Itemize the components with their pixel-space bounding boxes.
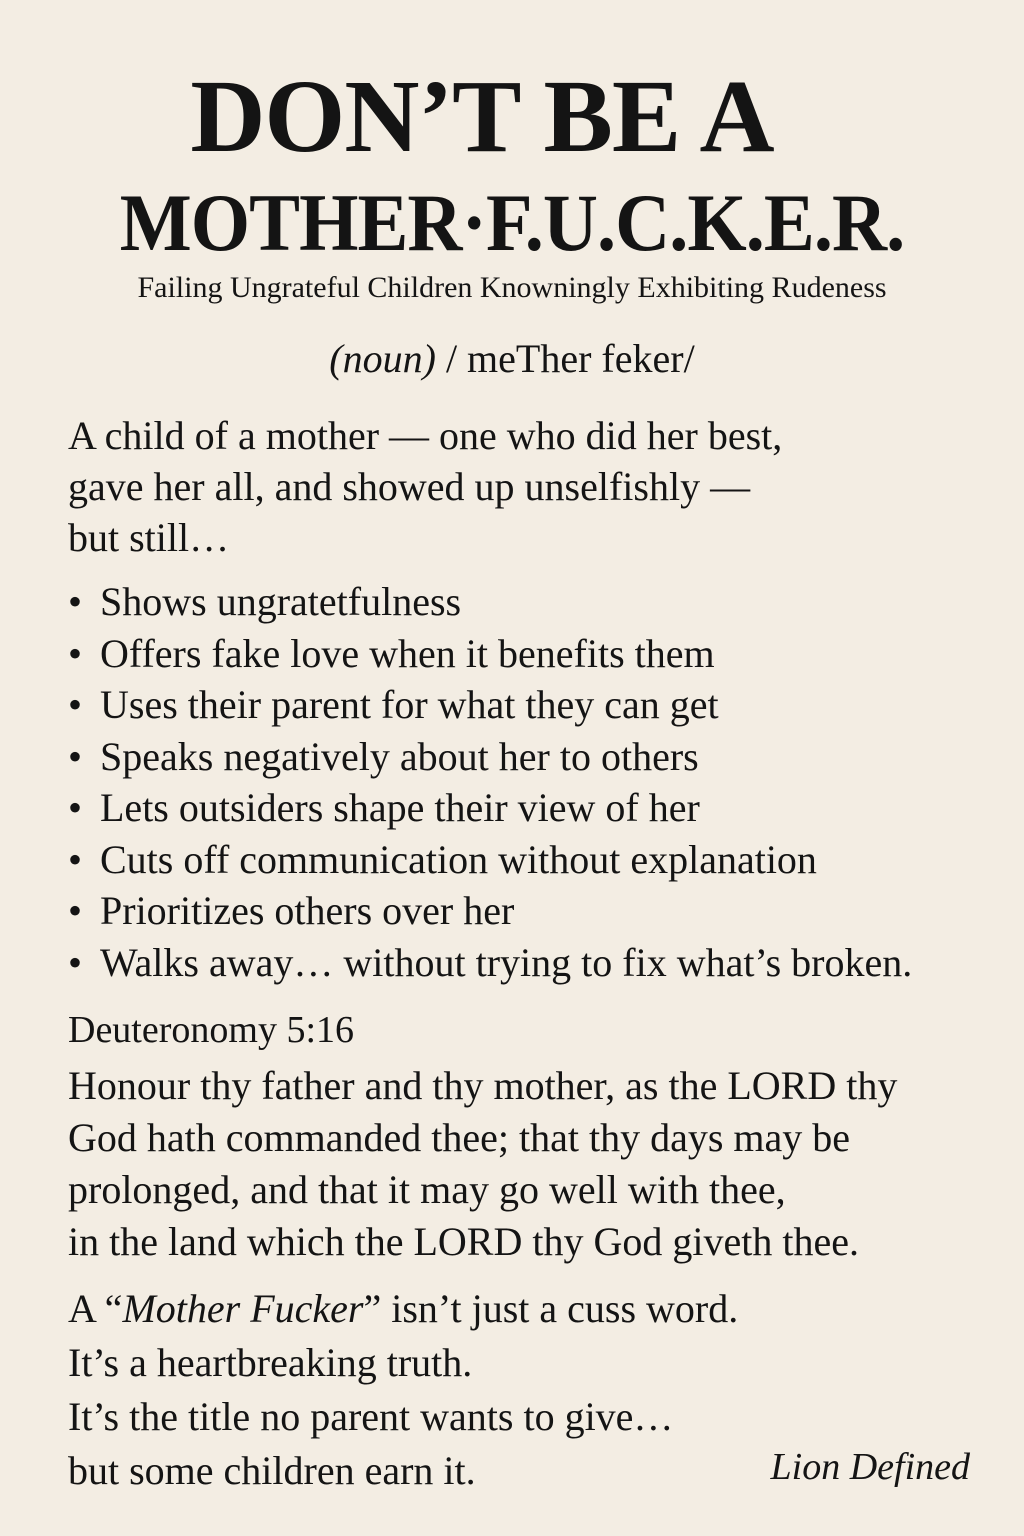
list-item <box>68 937 998 989</box>
scripture-line: in the land which the LORD thy God giveth thee. <box>68 1219 859 1264</box>
closing-emphasis: Mother Fucker <box>122 1286 364 1331</box>
list-item-text: Prioritizes others over her <box>100 888 515 933</box>
list-item-text: Cuts off communication without explanation <box>100 836 817 882</box>
closing-line-1 <box>68 1282 968 1336</box>
list-item <box>68 576 998 628</box>
definition-line: but still… <box>68 515 230 560</box>
bullet-icon: • <box>68 939 83 985</box>
list-item-text: Lets outsiders shape their view of her <box>100 785 700 830</box>
closing-line-3: It’s the title no parent wants to give… <box>68 1394 674 1439</box>
list-item <box>68 628 998 680</box>
scripture-line: God hath commanded thee; that thy days may be <box>68 1115 851 1160</box>
scripture-line: Honour thy father and thy mother, as the LORD thy <box>68 1063 898 1108</box>
bullet-icon: • <box>68 630 83 676</box>
scripture-reference: Deuteronomy 5:16 <box>68 1009 355 1051</box>
list-item <box>68 679 998 731</box>
closing-line-2: It’s a heartbreaking truth. <box>68 1340 473 1385</box>
list-item <box>68 834 998 886</box>
definition-line: A child of a mother — one who did her best, <box>68 413 783 458</box>
scripture-line: prolonged, and that it may go well with thee, <box>68 1167 786 1212</box>
closing-prefix: A “ <box>68 1286 123 1331</box>
list-item-text: Speaks negatively about her to others <box>100 733 699 779</box>
acronym-subtitle: Failing Ungrateful Children Knowningly Exhibiting Rudeness <box>137 271 887 304</box>
bullet-icon: • <box>68 682 83 727</box>
list-item <box>68 782 998 834</box>
title-line-1: DON’T BE A <box>190 59 774 174</box>
scripture-text <box>68 1060 1008 1268</box>
list-item-text: Shows ungratetfulness <box>100 579 462 624</box>
closing-suffix: ” isn’t just a cuss word. <box>363 1286 739 1331</box>
list-item <box>68 731 998 783</box>
closing-line-4: but some children earn it. <box>68 1448 476 1493</box>
list-item-text: Uses their parent for what they can get <box>100 682 719 727</box>
list-item-text: Walks away… without trying to fix what’s broken. <box>100 939 913 985</box>
phonetic: / meTher feker/ <box>435 336 695 381</box>
list-item-text: Offers fake love when it benefits them <box>100 630 715 676</box>
definition-line: gave her all, and showed up unselfishly — <box>68 464 751 509</box>
bullet-icon: • <box>68 785 83 830</box>
bullet-icon: • <box>68 579 83 624</box>
author-signature: Lion Defined <box>770 1446 970 1488</box>
definition <box>68 410 948 563</box>
part-of-speech: (noun) <box>329 336 436 381</box>
title-line-2: MOTHER·F.U.C.K.E.R. <box>119 177 905 268</box>
bullet-icon: • <box>68 836 83 882</box>
pronunciation <box>0 335 1024 383</box>
bullet-icon: • <box>68 888 83 933</box>
bullet-icon: • <box>68 733 83 779</box>
list-item <box>68 885 998 937</box>
trait-list <box>68 576 998 988</box>
